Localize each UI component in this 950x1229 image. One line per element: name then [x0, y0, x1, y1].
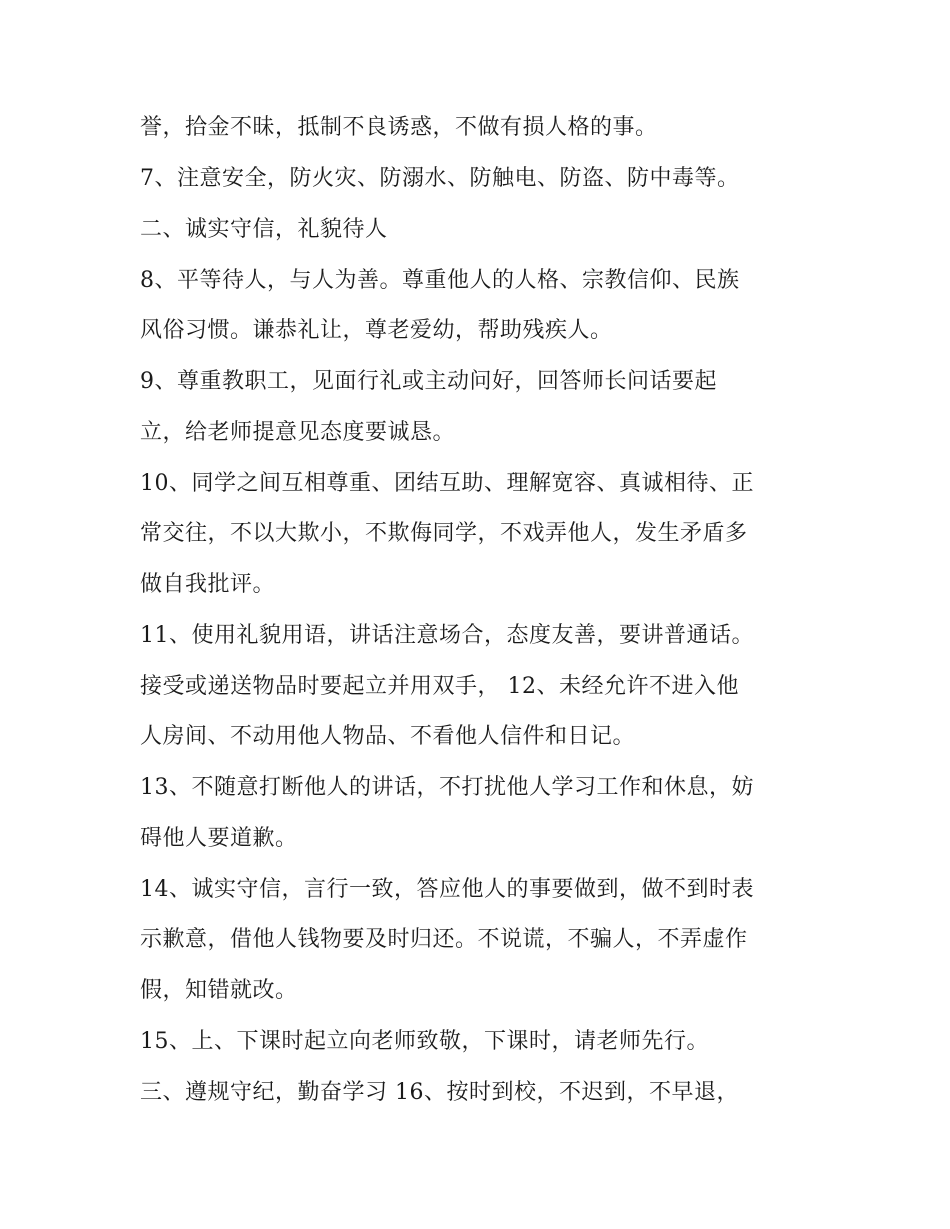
text-line-11: 11、使用礼貌用语，讲话注意场合，态度友善，要讲普通话。 [140, 623, 754, 648]
text-line-2: 7、注意安全，防火灾、防溺水、防触电、防盗、防中毒等。 [140, 166, 740, 191]
text-line-7: 立，给老师提意见态度要诚恳。 [140, 420, 456, 445]
section-heading-3: 三、遵规守纪，勤奋学习 16、按时到校，不迟到，不早退， [140, 1080, 739, 1105]
text-line-15: 碍他人要道歉。 [140, 826, 298, 851]
text-line-6: 9、尊重教职工，见面行礼或主动问好，回答师长问话要起 [140, 369, 717, 394]
text-line-4: 8、平等待人，与人为善。尊重他人的人格、宗教信仰、民族 [140, 268, 740, 293]
text-line-17: 示歉意，借他人钱物要及时归还。不说谎，不骗人，不弄虚作 [140, 927, 748, 952]
text-line-16: 14、诚实守信，言行一致，答应他人的事要做到，做不到时表 [140, 877, 754, 902]
text-line-8: 10、同学之间互相尊重、团结互助、理解宽容、真诚相待、正 [140, 471, 754, 496]
text-line-14: 13、不随意打断他人的讲话，不打扰他人学习工作和休息，妨 [140, 775, 754, 800]
section-heading-2: 二、诚实守信，礼貌待人 [140, 217, 388, 242]
text-line-10: 做自我批评。 [140, 572, 276, 597]
text-line-18: 假，知错就改。 [140, 978, 298, 1003]
text-line-13: 人房间、不动用他人物品、不看他人信件和日记。 [140, 724, 636, 749]
text-line-19: 15、上、下课时起立向老师致敬，下课时，请老师先行。 [140, 1029, 709, 1054]
text-line-9: 常交往，不以大欺小，不欺侮同学，不戏弄他人，发生矛盾多 [140, 521, 748, 546]
text-line-1: 誉，拾金不昧，抵制不良诱惑，不做有损人格的事。 [140, 115, 658, 140]
text-line-12: 接受或递送物品时要起立并用双手， 12、未经允许不进入他 [140, 674, 739, 699]
text-line-5: 风俗习惯。谦恭礼让，尊老爱幼，帮助残疾人。 [140, 318, 613, 343]
